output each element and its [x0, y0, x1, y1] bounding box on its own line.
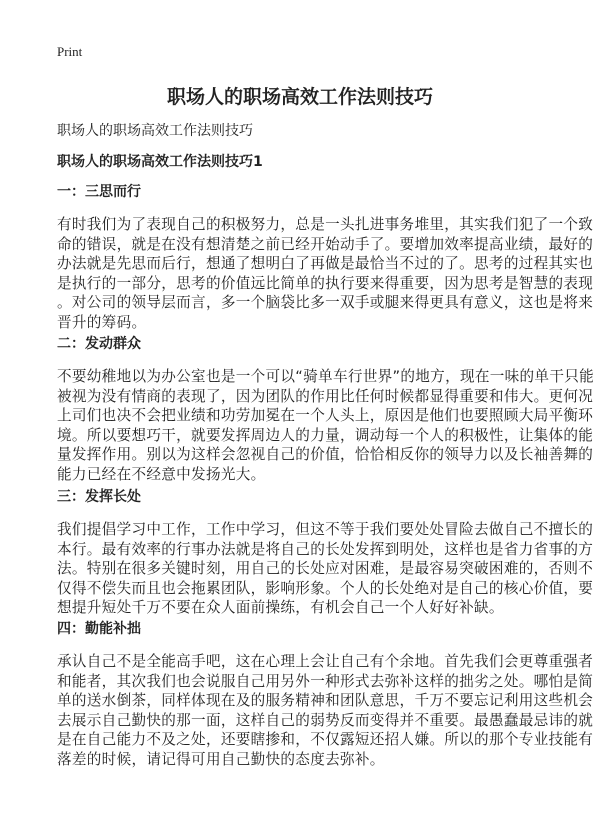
paragraph-line: 晋升的筹码。 [57, 313, 147, 331]
paragraph-line: 境。所以要想巧干，就要发挥周边人的力量，调动每一个人的积极性，让集体的能 [57, 426, 594, 444]
paragraph-line: 和能者，其次我们也会说服自己用另外一种形式去弥补这样的拙劣之处。哪怕是简 [57, 672, 594, 690]
paragraph-line: 想提升短处千万不要在众人面前操练，有机会自己一个人好好补缺。 [57, 599, 504, 617]
paragraph-line: 上司们也决不会把业绩和功劳加冕在一个人头上，原因是他们也要照顾大局平衡环 [57, 407, 594, 425]
paragraph-line: 不要幼稚地以为办公室也是一个可以“骑单车行世界”的地方，现在一味的单干只能 [57, 368, 595, 385]
paragraph-line: 命的错误，就是在没有想清楚之前已经开始动手了。要增加效率提高业绩，最好的 [57, 235, 594, 253]
paragraph-line: 。对公司的领导层而言，多一个脑袋比多一双手或腿来得更具有意义，这也是将来 [57, 294, 594, 312]
paragraph-line: 去展示自己勤快的那一面，这样自己的弱势反而变得并不重要。最愚蠢最忌讳的就 [57, 711, 594, 729]
section [57, 618, 594, 770]
section [57, 486, 594, 618]
paragraph-line: 仅得不偿失而且也会拖累团队，影响形象。个人的长处绝对是自己的核心价值，要 [57, 579, 594, 597]
section-heading: 四：勤能补拙 [57, 621, 141, 637]
paragraph-line: 能力已经在不经意中发扬光大。 [57, 465, 266, 483]
article-heading: 职场人的职场高效工作法则技巧1 [57, 154, 263, 170]
paragraph-line: 是执行的一部分，思考的价值远比简单的执行要来得重要，因为思考是智慧的表现 [57, 274, 594, 292]
paragraph-line: 落差的时候，请记得可用自己勤快的态度去弥补。 [57, 750, 385, 768]
section [57, 333, 595, 485]
paragraph-line: 是在自己能力不及之处，还要瞎掺和，不仅露短还招人嫌。所以的那个专业技能有 [57, 731, 594, 749]
section-heading: 一：三思而行 [57, 184, 141, 200]
paragraph-line: 法。特别在很多关键时刻，用自己的长处应对困难，是最容易突破困难的，否则不 [57, 560, 594, 578]
paragraph-line: 被视为没有情商的表现了，因为团队的作用比任何时候都显得重要和伟大。更何况 [57, 387, 594, 405]
section-heading: 二：发动群众 [57, 336, 141, 352]
paragraph-line: 有时我们为了表现自己的积极努力，总是一头扎进事务堆里，其实我们犯了一个致 [57, 216, 594, 233]
paragraph-line: 我们提倡学习中工作，工作中学习，但这不等于我们要处处冒险去做自己不擅长的 [57, 521, 594, 538]
paragraph-line: 单的送水倒茶，同样体现在及的服务精神和团队意思，千万不要忘记利用这些机会 [57, 692, 594, 710]
paragraph-line: 承认自己不是全能高手吧，这在心理上会让自己有个余地。首先我们会更尊重强者 [57, 653, 594, 670]
section-heading: 三：发挥长处 [57, 489, 141, 505]
paragraph-line: 量发挥作用。别以为这样会忽视自己的价值，恰恰相反你的领导力以及长袖善舞的 [57, 446, 594, 464]
paragraph-line: 办法就是先思而后行，想通了想明白了再做是最恰当不过的了。思考的过程其实也 [57, 255, 594, 273]
section [57, 181, 594, 333]
document-subtitle: 职场人的职场高效工作法则技巧 [57, 123, 253, 139]
print-label: Print [57, 44, 83, 59]
paragraph-line: 本行。最有效率的行事办法就是将自己的长处发挥到明处，这样也是省力省事的方 [57, 540, 594, 558]
document-title: 职场人的职场高效工作法则技巧 [166, 86, 433, 108]
